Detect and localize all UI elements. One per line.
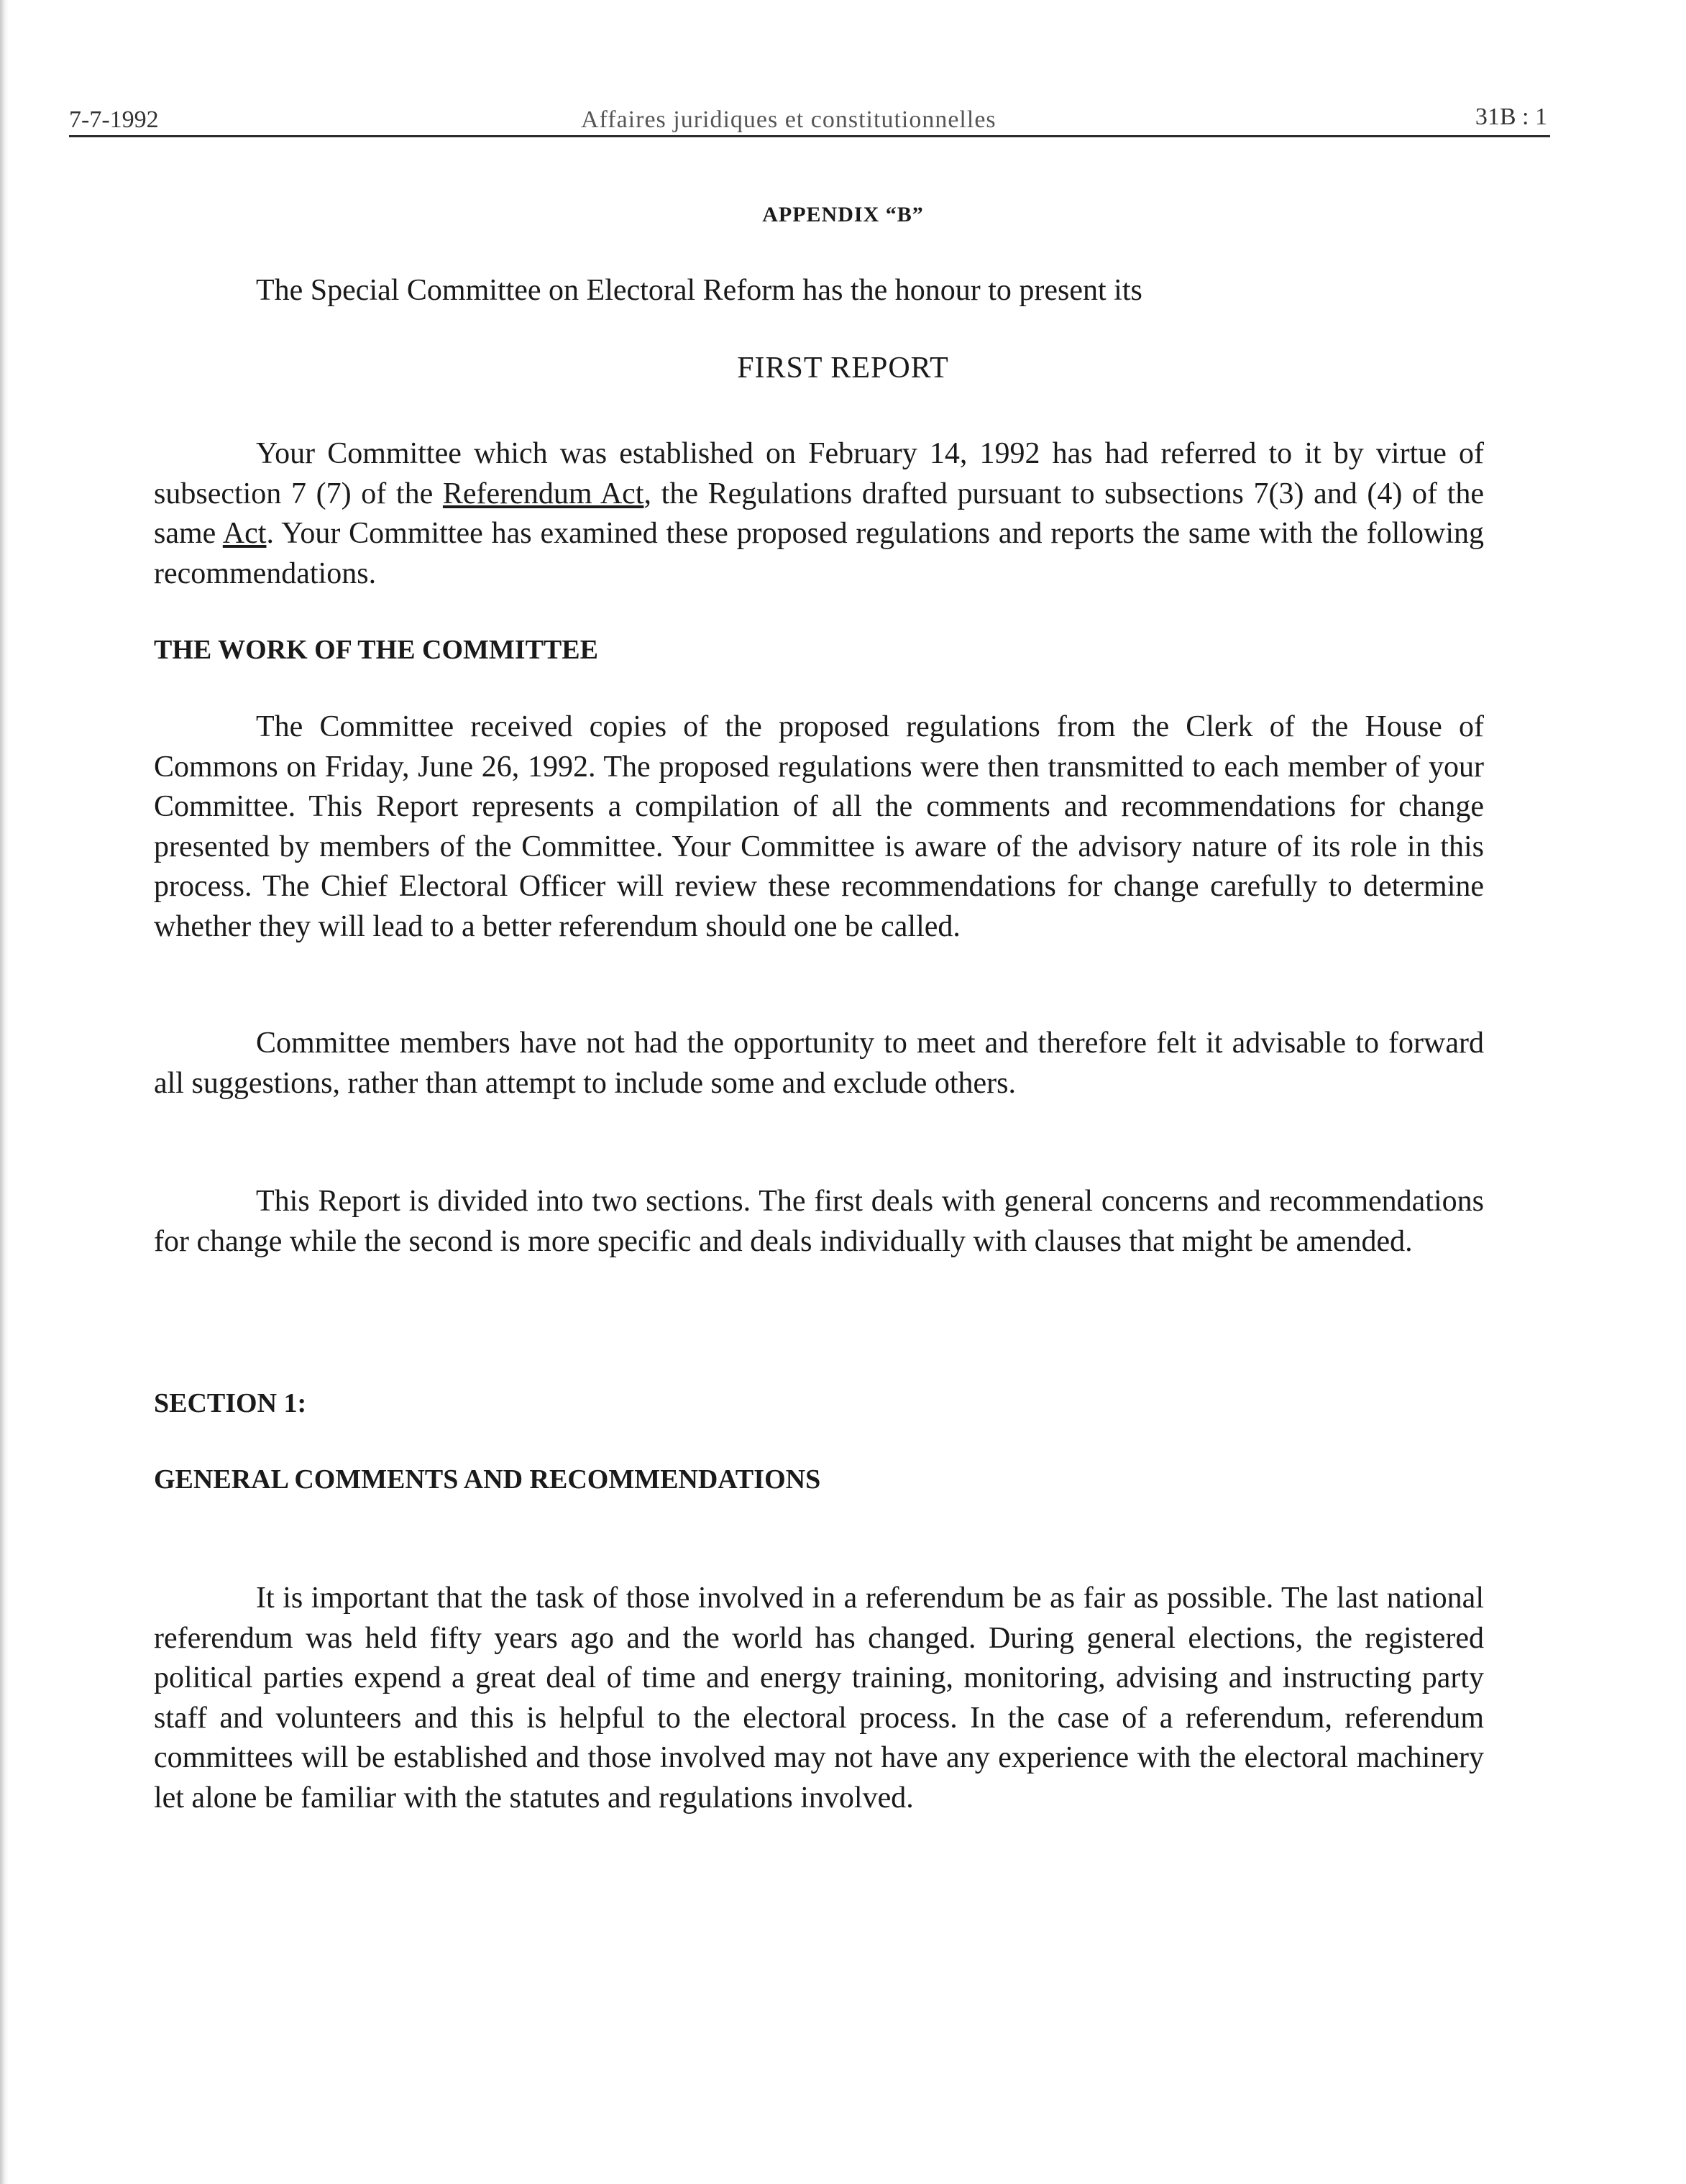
report-title: FIRST REPORT: [737, 352, 949, 385]
act-reference: Act: [222, 517, 267, 550]
paragraph-members: Committee members have not had the opportunity to meet and therefore felt it advisable to forward all suggestions, rather than attempt to include some and exclude others.: [154, 1027, 1484, 1100]
heading-work-of-committee: THE WORK OF THE COMMITTEE: [154, 635, 598, 665]
paragraph-work: The Committee received copies of the proposed regulations from the Clerk of the House of Commons on Friday, June 26, 1992. The proposed regulations were then transmitted to each member of your Committee. This Report represents a compilation of all the comments and recommendations for change presented by members of the Committee. Your Committee is aware of the advisory nature of its role in this process. The Chief Electoral Officer will review these recommendations for change carefully to determine whether they will lead to a better referendum should one be called.: [154, 710, 1484, 943]
paragraph-sections: This Report is divided into two sections. The first deals with general concerns and recommendations for change while the second is more specific and deals individually with clauses that might be amended.: [154, 1185, 1484, 1258]
running-header: [69, 101, 1550, 137]
appendix-label: APPENDIX “B”: [762, 203, 924, 226]
heading-section-1: SECTION 1:: [154, 1388, 307, 1418]
paragraph-general-comments: It is important that the task of those involved in a referendum be as fair as possible. The last national referendum was held fifty years ago and the world has changed. During general elections, the registered political parties expend a great deal of time and energy training, monitoring, advising and instructing party staff and volunteers and this is helpful to the electoral process. In the case of a referendum, referendum committees will be established and those involved may not have any experience with the electoral machinery let alone be familiar with the statutes and regulations involved.: [154, 1582, 1484, 1814]
heading-general-comments: GENERAL COMMENTS AND RECOMMENDATIONS: [154, 1464, 821, 1495]
intro-line: The Special Committee on Electoral Reform has the honour to present its: [256, 274, 1142, 307]
header-date: 7-7-1992: [69, 106, 159, 133]
paragraph-referral-part1: Your Committee which was established on February 14, 1992 has had referred to it by virtue of subsection 7 (7) of the: [154, 437, 1484, 510]
paragraph-referral-part3: . Your Committee has examined these proposed regulations and reports the same with the following recommendations.: [154, 517, 1484, 590]
paragraph-referral-part2: , the Regulations drafted pursuant to subsections 7(3) and (4) of the same: [154, 477, 1485, 550]
paragraph-referral: [154, 434, 1484, 594]
header-journal-title: Affaires juridiques et constitutionnelles: [581, 106, 997, 133]
referendum-act-reference: Referendum Act: [442, 477, 644, 510]
scan-edge-shadow: [0, 0, 9, 2184]
header-page-ref: 31B : 1: [1475, 104, 1547, 130]
